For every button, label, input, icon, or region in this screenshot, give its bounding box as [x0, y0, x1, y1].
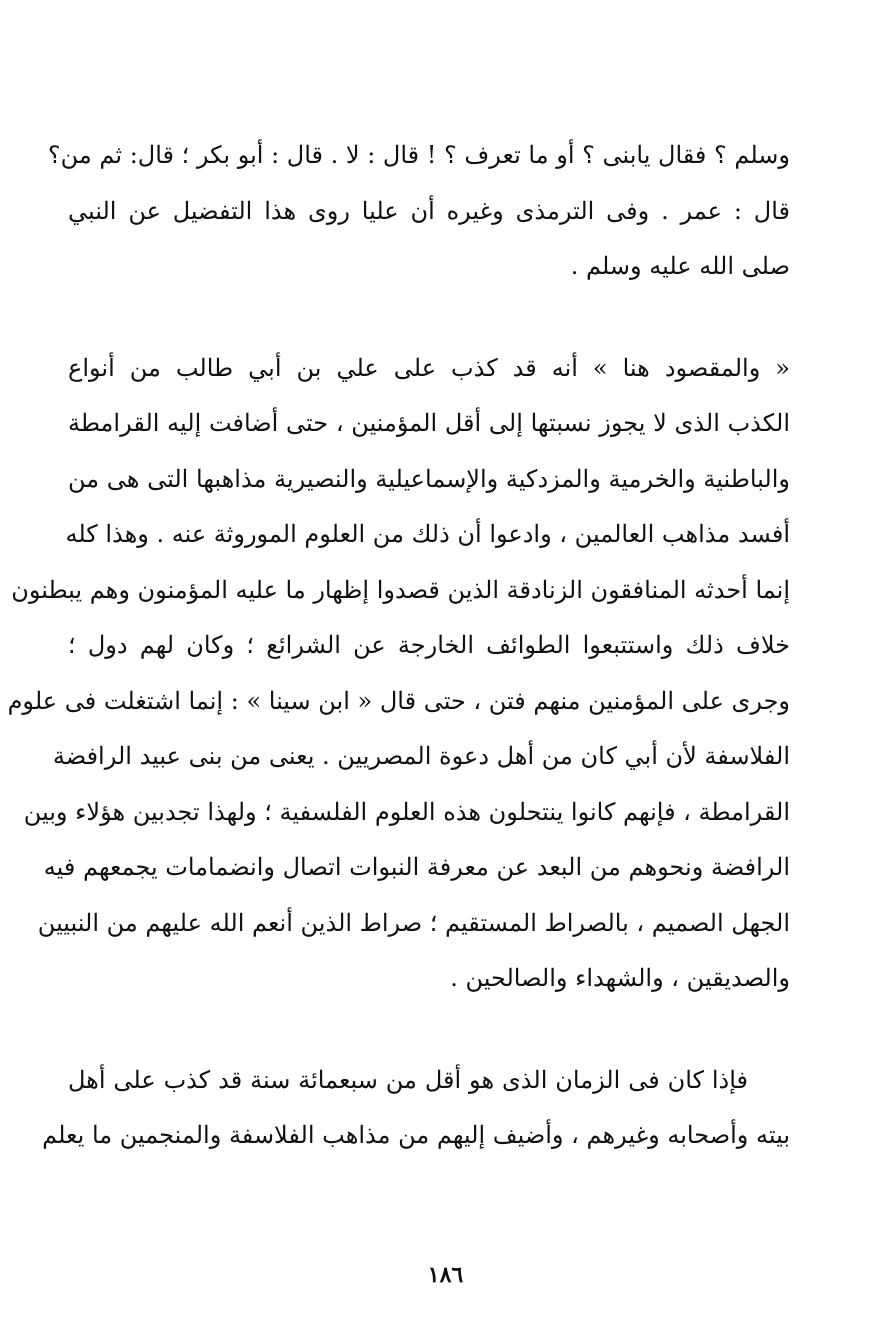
text-line: الكذب الذى لا يجوز نسبتها إلى أقل المؤمنين ، حتى أضافت إليه القرامطة [68, 409, 790, 437]
text-line: وجرى على المؤمنين منهم فتن ، حتى قال « ابن سينا » : إنما اشتغلت فى علوم [7, 686, 790, 715]
paragraph-2 [7, 341, 790, 1007]
text-line: إنما أحدثه المنافقون الزنادقة الذين قصدوا إظهار ما عليه المؤمنون وهم يبطنون [11, 575, 790, 604]
text-line: الجهل الصميم ، بالصراط المستقيم ؛ صراط الذين أنعم الله عليهم من النبيين [37, 908, 790, 937]
text-line: صلى الله عليه وسلم . [570, 252, 790, 280]
text-line: أفسد مذاهب العالمين ، وادعوا أن ذلك من العلوم الموروثة عنه . وهذا كله [65, 520, 790, 548]
page-number: ١٨٦ [427, 1262, 464, 1288]
text-line: الرافضة ونحوهم من البعد عن معرفة النبوات اتصال وانضمامات يجمعهم فيه [43, 853, 790, 881]
paragraph-1 [47, 128, 790, 295]
text-line: وسلم ؟ فقال يابنى ؟ أو ما تعرف ؟ ! قال : لا . قال : أبو بكر ؛ قال: ثم من؟ [47, 141, 790, 169]
text-line: خلاف ذلك واستتبعوا الطوائف الخارجة عن الشرائع ؛ وكان لهم دول ؛ [68, 631, 790, 659]
text-line: « والمقصود هنا » أنه قد كذب على علي بن أبي طالب من أنواع [68, 353, 790, 382]
text-line: الفلاسفة لأن أبي كان من أهل دعوة المصريين . يعنى من بنى عبيد الرافضة [52, 742, 790, 770]
text-line: قال : عمر . وفى الترمذى وغيره أن عليا روى هذا التفضيل عن النبي [68, 196, 790, 225]
text-line: فإذا كان فى الزمان الذى هو أقل من سبعمائة سنة قد كذب على أهل [68, 1065, 748, 1094]
page-text-block [7, 128, 790, 1164]
text-line: القرامطة ، فإنهم كانوا ينتحلون هذه العلوم الفلسفية ؛ ولهذا تجدبين هؤلاء وبين [23, 797, 790, 826]
text-line: بيته وأصحابه وغيرهم ، وأضيف إليهم من مذاهب الفلاسفة والمنجمين ما يعلم [42, 1121, 790, 1149]
paragraph-3 [42, 1053, 790, 1164]
text-line: والصديقين ، والشهداء والصالحين . [450, 964, 790, 992]
text-line: والباطنية والخرمية والمزدكية والإسماعيلية والنصيرية مذاهبها التى هى من [68, 464, 790, 493]
